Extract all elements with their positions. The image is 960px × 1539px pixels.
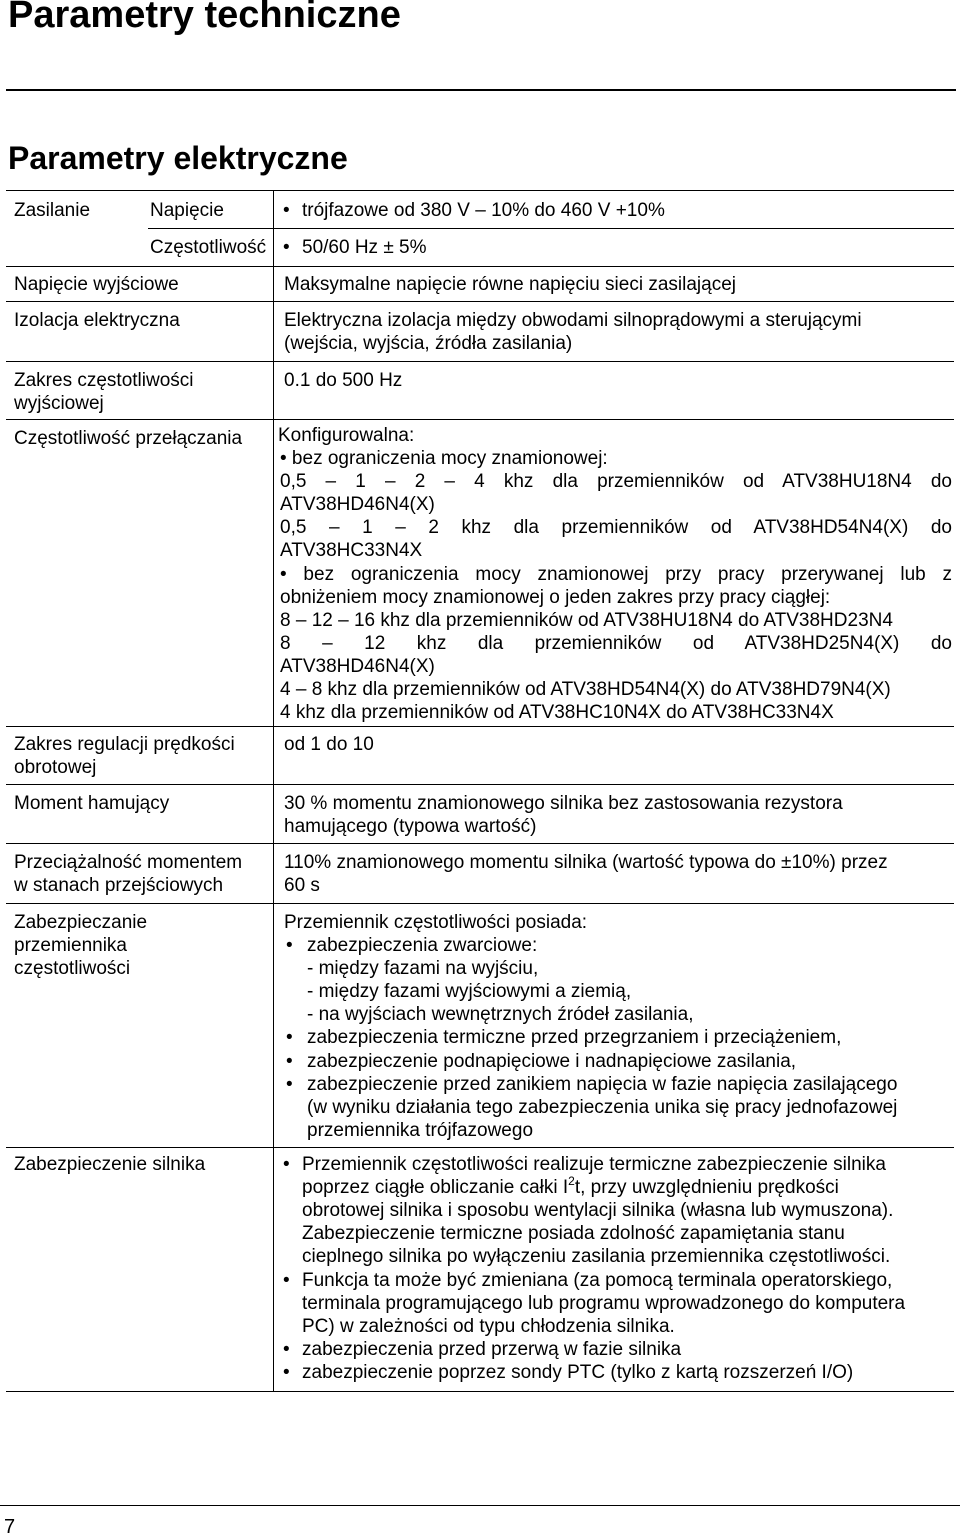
protection-item: przemiennika trójfazowego <box>307 1120 534 1141</box>
motor-protection-line: zabezpieczenie poprzez sondy PTC (tylko z kartą rozszerzeń I/O) <box>302 1362 854 1383</box>
value-napiecie-wyjsciowe: Maksymalne napięcie równe napięciu sieci zasilającej <box>284 274 737 295</box>
switching-line: obniżeniem mocy znamionowej o jeden zakres przy pracy ciągłej: <box>280 587 831 608</box>
value-przeciazalnosc: 60 s <box>284 875 320 896</box>
motor-protection-line: Przemiennik częstotliwości realizuje termiczne zabezpieczenie silnika <box>302 1154 886 1175</box>
protection-item: zabezpieczenie przed zanikiem napięcia w fazie napięcia zasilającego <box>307 1074 898 1095</box>
motor-protection-line: zabezpieczenia przed przerwą w fazie silnika <box>302 1339 682 1360</box>
protection-subitem: - na wyjściach wewnętrznych źródeł zasilania, <box>307 1004 694 1025</box>
row-divider <box>6 726 954 727</box>
label-przeciazalnosc: Przeciążalność momentem <box>14 852 243 873</box>
motor-protection-line <box>302 1176 839 1201</box>
bullet: • <box>286 1051 293 1072</box>
motor-protection-line: obrotowej silnika i sposobu wentylacji silnika (własna lub wymuszona). <box>302 1200 894 1221</box>
protection-subitem: - między fazami na wyjściu, <box>307 958 539 979</box>
label-moment-hamujacy: Moment hamujący <box>14 793 170 814</box>
bullet: • <box>283 1339 290 1360</box>
row-divider <box>6 419 954 420</box>
label-czestotliwosc-przelaczania: Częstotliwość przełączania <box>14 428 243 449</box>
label-napiecie-wyjsciowe: Napięcie wyjściowe <box>14 274 179 295</box>
value-izolacja: (wejścia, wyjścia, źródła zasilania) <box>284 333 573 354</box>
protection-item: zabezpieczenia zwarciowe: <box>307 935 538 956</box>
switching-line: Konfigurowalna: <box>278 425 415 446</box>
row-divider <box>6 843 954 844</box>
row-divider <box>148 228 954 229</box>
section-title: Parametry elektryczne <box>8 140 348 176</box>
switching-line: 4 khz dla przemienników od ATV38HC10N4X do ATV38HC33N4X <box>280 702 834 723</box>
switching-line: ATV38HD46N4(X) <box>280 494 435 515</box>
protection-intro: Przemiennik częstotliwości posiada: <box>284 912 588 933</box>
row-divider <box>6 903 954 904</box>
protection-subitem: - między fazami wyjściowymi a ziemią, <box>307 981 632 1002</box>
row-divider <box>6 784 954 785</box>
protection-item: zabezpieczenia termiczne przed przegrzaniem i przeciążeniem, <box>307 1027 842 1048</box>
label-napiecie: Napięcie <box>150 200 224 221</box>
switching-line: • bez ograniczenia mocy znamionowej: <box>280 448 608 469</box>
table-bottom-border <box>6 1391 954 1392</box>
switching-line: 8 – 12 – 16 khz dla przemienników od ATV38HU18N4 do ATV38HD23N4 <box>280 610 893 631</box>
motor-protection-line: terminala programującego lub programu wprowadzonego do komputera <box>302 1293 906 1314</box>
motor-protection-text: poprzez ciągłe obliczanie całki I <box>302 1177 569 1198</box>
motor-protection-line: PC) w zależności od typu chłodzenia silnika. <box>302 1316 675 1337</box>
superscript: 2 <box>568 1174 575 1188</box>
label-zakres-czestotliwosci: Zakres częstotliwości <box>14 370 194 391</box>
value-zakres-regulacji: od 1 do 10 <box>284 734 374 755</box>
bullet: • <box>283 1154 290 1175</box>
bullet: • <box>283 1270 290 1291</box>
value-czestotliwosc: 50/60 Hz ± 5% <box>302 237 427 258</box>
value-zakres-czestotliwosci: 0.1 do 500 Hz <box>284 370 403 391</box>
header-divider <box>6 89 956 91</box>
motor-protection-line: Funkcja ta może być zmieniana (za pomocą terminala operatorskiego, <box>302 1270 893 1291</box>
motor-protection-text: t, przy uwzględnieniu prędkości <box>574 1177 839 1198</box>
value-izolacja: Elektryczna izolacja między obwodami silnoprądowymi a sterującymi <box>284 310 862 331</box>
label-zasilanie: Zasilanie <box>14 200 91 221</box>
protection-item: (w wyniku działania tego zabezpieczenia unika się pracy jednofazowej <box>307 1097 898 1118</box>
label-zabezpieczanie: częstotliwości <box>14 958 131 979</box>
protection-item: zabezpieczenie podnapięciowe i nadnapięciowe zasilania, <box>307 1051 797 1072</box>
row-divider <box>6 301 954 302</box>
footer-divider <box>0 1505 960 1506</box>
bullet: • <box>286 1027 293 1048</box>
column-divider <box>273 190 274 1391</box>
label-zakres-regulacji: obrotowej <box>14 757 97 778</box>
label-zabezpieczanie: Zabezpieczanie <box>14 912 148 933</box>
value-moment-hamujacy: hamującego (typowa wartość) <box>284 816 537 837</box>
label-izolacja: Izolacja elektryczna <box>14 310 180 331</box>
label-zabezpieczanie: przemiennika <box>14 935 127 956</box>
bullet: • <box>283 237 290 258</box>
table-top-border <box>6 190 954 191</box>
motor-protection-line: Zabezpieczenie termiczne posiada zdolność zapamiętania stanu <box>302 1223 845 1244</box>
row-divider <box>6 361 954 362</box>
switching-line: 8 – 12 khz dla przemienników od ATV38HD25N4(X) do <box>280 633 952 654</box>
value-przeciazalnosc: 110% znamionowego momentu silnika (wartość typowa do ±10%) przez <box>284 852 888 873</box>
value-napiecie: trójfazowe od 380 V – 10% do 460 V +10% <box>302 200 665 221</box>
motor-protection-line: cieplnego silnika po wyłączeniu zasilania przemiennika częstotliwości. <box>302 1246 891 1267</box>
label-zakres-regulacji: Zakres regulacji prędkości <box>14 734 235 755</box>
page-title: Parametry techniczne <box>8 0 401 36</box>
value-moment-hamujacy: 30 % momentu znamionowego silnika bez zastosowania rezystora <box>284 793 843 814</box>
bullet: • <box>283 200 290 221</box>
bullet: • <box>286 1074 293 1095</box>
label-zakres-czestotliwosci: wyjściowej <box>14 393 104 414</box>
row-divider <box>6 266 954 267</box>
switching-line: • bez ograniczenia mocy znamionowej przy pracy przerywanej lub z <box>280 564 952 585</box>
switching-line: 0,5 – 1 – 2 – 4 khz dla przemienników od ATV38HU18N4 do <box>280 471 952 492</box>
row-divider <box>6 1147 954 1148</box>
bullet: • <box>286 935 293 956</box>
label-zabezpieczenie-silnika: Zabezpieczenie silnika <box>14 1154 206 1175</box>
switching-line: 4 – 8 khz dla przemienników od ATV38HD54N4(X) do ATV38HD79N4(X) <box>280 679 891 700</box>
bullet: • <box>283 1362 290 1383</box>
page-number: 7 <box>4 1516 16 1538</box>
switching-line: 0,5 – 1 – 2 khz dla przemienników od ATV38HD54N4(X) do <box>280 517 952 538</box>
label-czestotliwosc: Częstotliwość <box>150 237 267 258</box>
switching-line: ATV38HD46N4(X) <box>280 656 435 677</box>
switching-line: ATV38HC33N4X <box>280 540 423 561</box>
label-przeciazalnosc: w stanach przejściowych <box>14 875 224 896</box>
